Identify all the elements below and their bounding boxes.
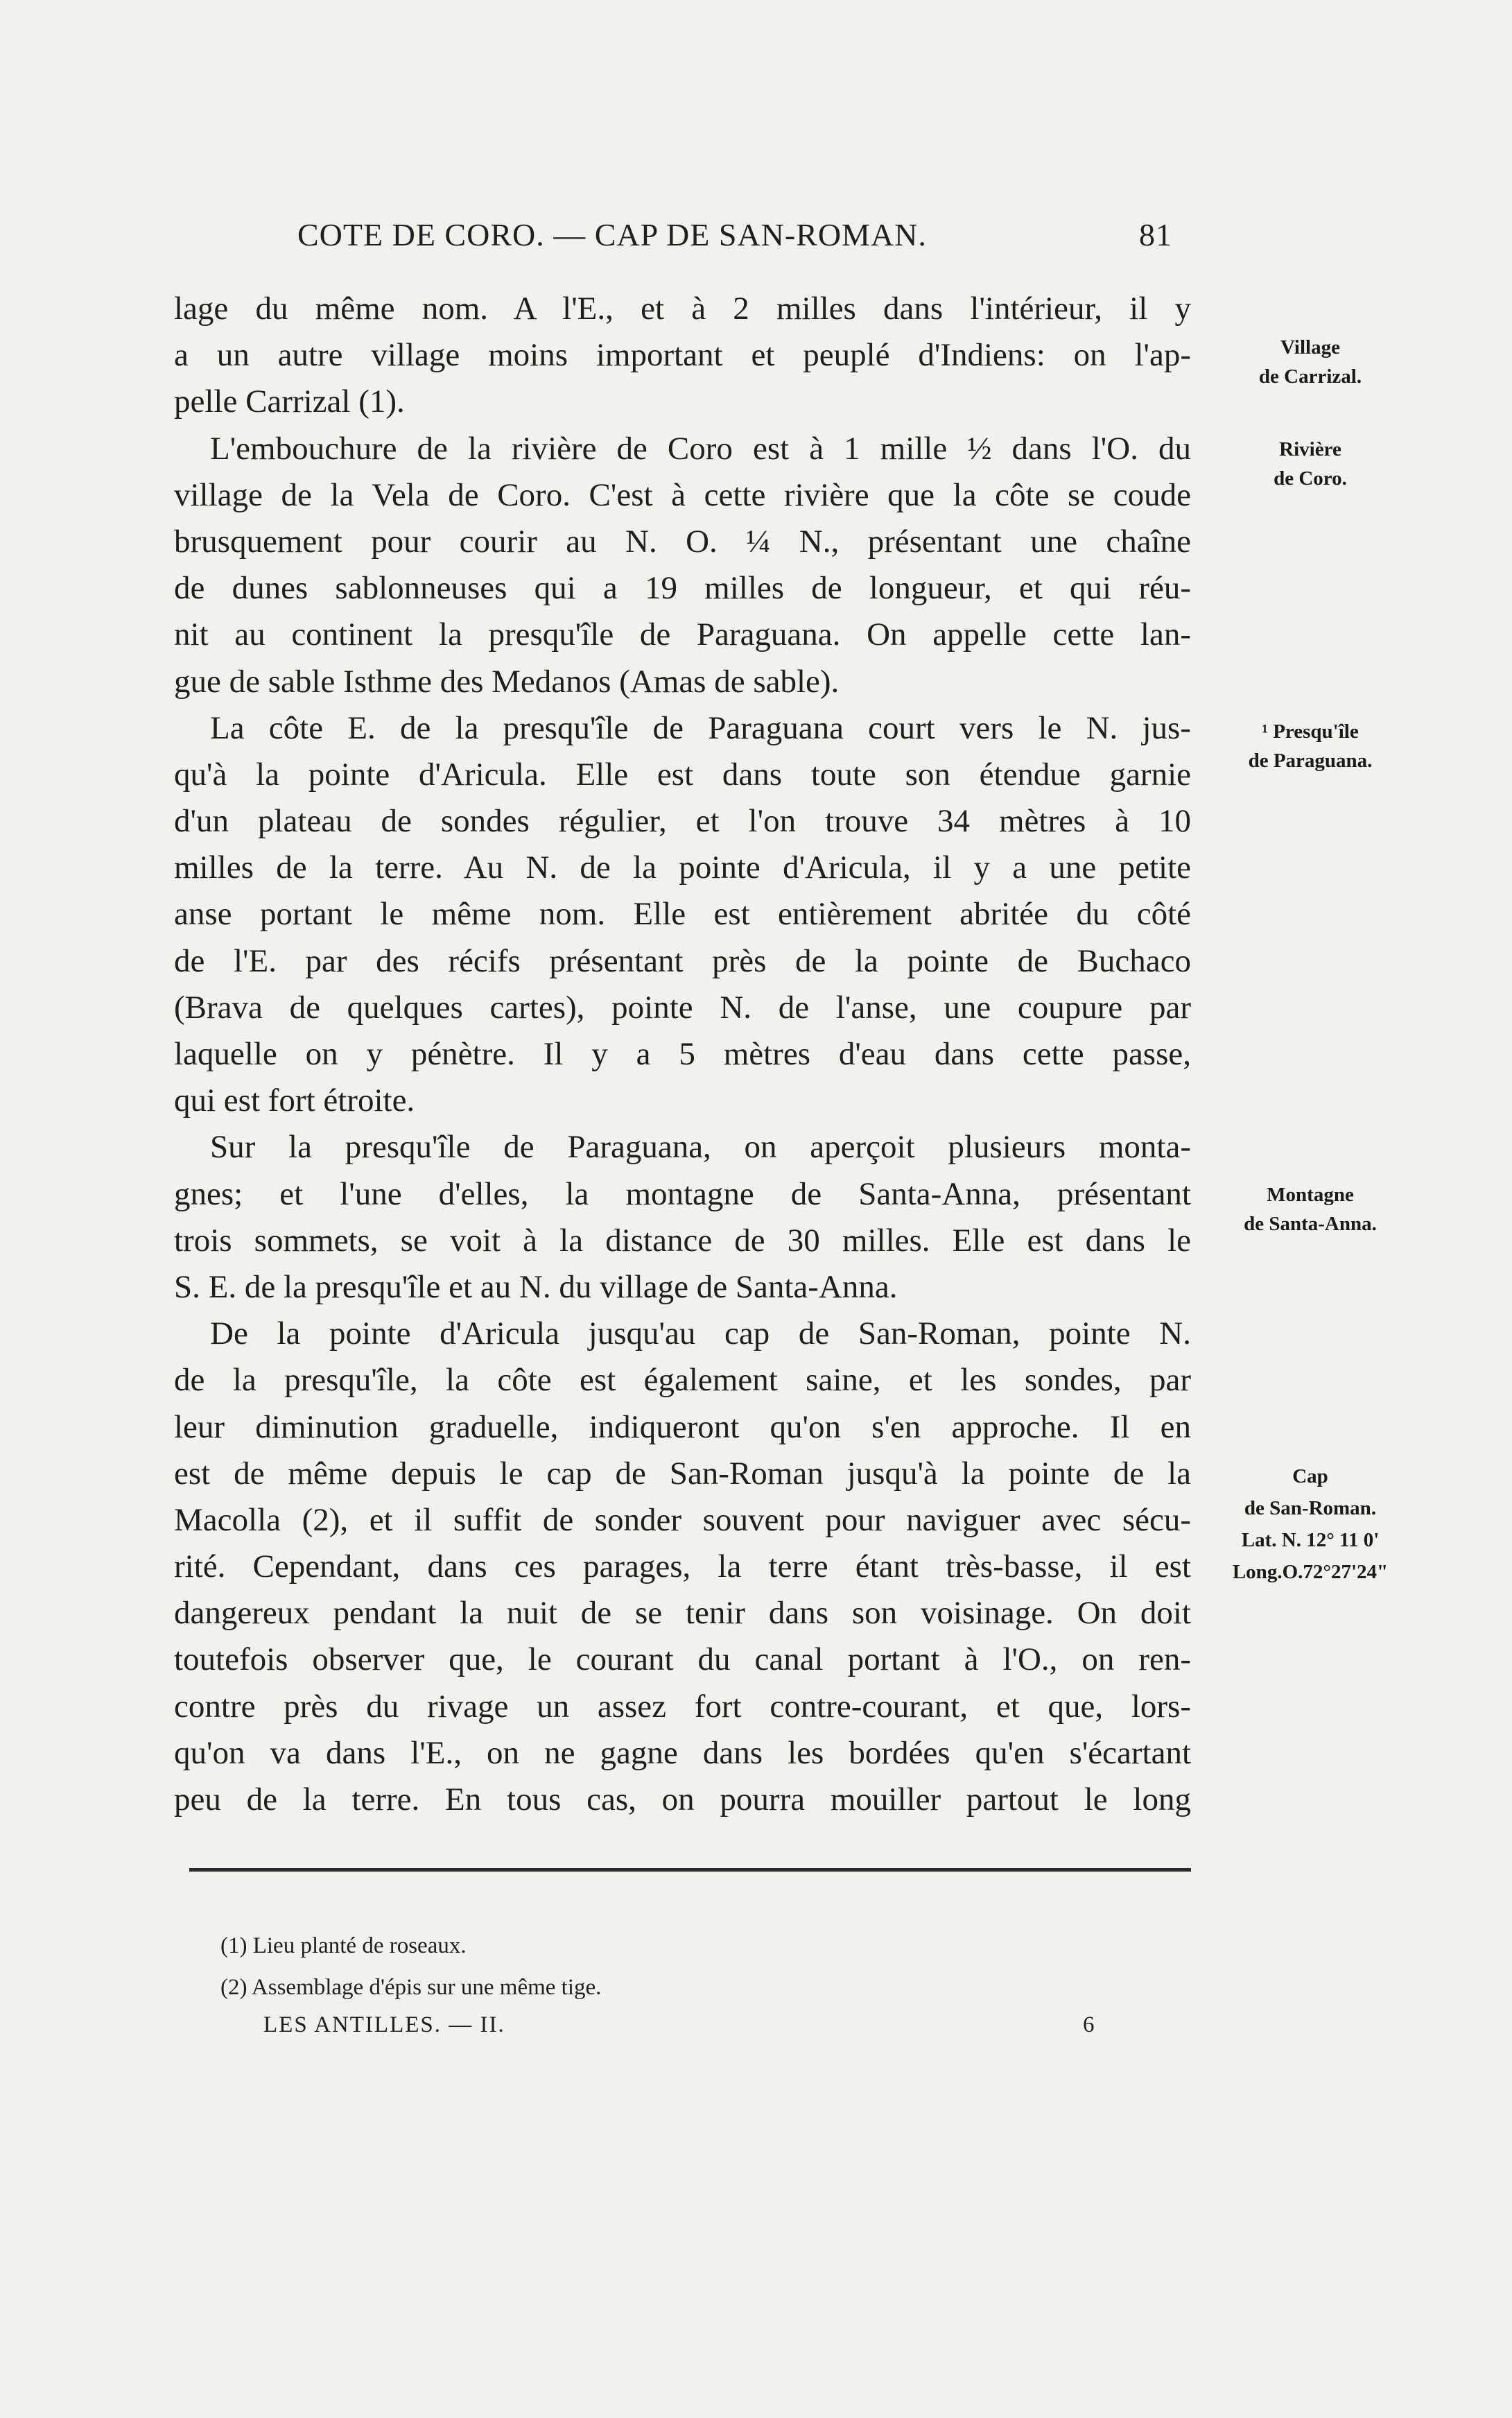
text-line: anse portant le même nom. Elle est entièrement abritée du côté	[174, 896, 1191, 933]
text-line: qu'à la pointe d'Aricula. Elle est dans toute son étendue garnie	[174, 756, 1191, 793]
text-line: toutefois observer que, le courant du canal portant à l'O., on ren-	[174, 1641, 1191, 1678]
text-line: gue de sable Isthme des Medanos (Amas de sable).	[174, 663, 840, 700]
note-line: Lat. N. 12° 11 0'	[1241, 1529, 1380, 1551]
page-number: 81	[1139, 217, 1172, 252]
note-line: de Santa-Anna.	[1244, 1213, 1377, 1235]
text-line: nit au continent la presqu'île de Paraguana. On appelle cette lan-	[174, 616, 1191, 653]
margin-note-riviere-coro	[1206, 435, 1414, 493]
note-line: Rivière	[1279, 438, 1341, 460]
text-line: qu'on va dans l'E., on ne gagne dans les bordées qu'en s'écartant	[174, 1734, 1191, 1771]
note-line: Montagne	[1267, 1184, 1354, 1206]
running-title: COTE DE CORO. — CAP DE SAN-ROMAN.	[297, 217, 927, 252]
footnote-rule	[189, 1868, 1191, 1872]
note-line: Cap	[1292, 1465, 1328, 1487]
note-line: Village	[1280, 336, 1340, 359]
text-line: laquelle on y pénètre. Il y a 5 mètres d'eau dans cette passe,	[174, 1036, 1191, 1072]
sheet-number: 6	[1083, 2012, 1095, 2037]
text-line: contre près du rivage un assez fort contre-courant, et que, lors-	[174, 1688, 1191, 1725]
text-line: lage du même nom. A l'E., et à 2 milles dans l'intérieur, il y	[174, 291, 1191, 327]
signature-mark: LES ANTILLES. — II.	[263, 2012, 505, 2037]
text-line: de dunes sablonneuses qui a 19 milles de longueur, et qui réu-	[174, 570, 1191, 607]
text-line: (Brava de quelques cartes), pointe N. de l'anse, une coupure par	[174, 989, 1191, 1026]
text-line: dangereux pendant la nuit de se tenir dans son voisinage. On doit	[174, 1595, 1191, 1632]
margin-note-presquile-paraguana	[1206, 717, 1414, 775]
footnote-2: (2) Assemblage d'épis sur une même tige.	[220, 1975, 602, 2000]
text-line: De la pointe d'Aricula jusqu'au cap de San-Roman, pointe N.	[210, 1315, 1191, 1352]
text-line: qui est fort étroite.	[174, 1082, 415, 1119]
text-line: est de même depuis le cap de San-Roman jusqu'à la pointe de la	[174, 1455, 1191, 1492]
text-line: Sur la presqu'île de Paraguana, on aperçoit plusieurs monta-	[210, 1129, 1191, 1166]
text-line: leur diminution graduelle, indiqueront qu'on s'en approche. Il en	[174, 1408, 1191, 1445]
text-line: S. E. de la presqu'île et au N. du village de Santa-Anna.	[174, 1268, 898, 1305]
text-line: d'un plateau de sondes régulier, et l'on trouve 34 mètres à 10	[174, 803, 1191, 840]
text-line: village de la Vela de Coro. C'est à cette rivière que la côte se coude	[174, 476, 1191, 513]
body-text	[174, 286, 1191, 1823]
text-line: L'embouchure de la rivière de Coro est à 1 mille ½ dans l'O. du	[210, 430, 1191, 467]
note-line: de Carrizal.	[1258, 365, 1362, 388]
note-line: de Coro.	[1274, 467, 1347, 490]
text-line: peu de la terre. En tous cas, on pourra mouiller partout le long	[174, 1781, 1191, 1817]
running-header	[297, 216, 1172, 262]
text-line: a un autre village moins important et peuplé d'Indiens: on l'ap-	[174, 337, 1191, 374]
text-line: de la presqu'île, la côte est également saine, et les sondes, par	[174, 1362, 1191, 1399]
note-line: de San-Roman.	[1244, 1497, 1377, 1519]
margin-note-montagne-santa-anna	[1206, 1180, 1414, 1238]
text-line: rité. Cependant, dans ces parages, la terre étant très-basse, il est	[174, 1548, 1191, 1585]
margin-note-cap-san-roman	[1206, 1460, 1414, 1588]
note-line: de Paraguana.	[1248, 750, 1373, 772]
text-line: de l'E. par des récifs présentant près de la pointe de Buchaco	[174, 942, 1191, 979]
text-line: pelle Carrizal (1).	[174, 383, 405, 420]
text-line: Macolla (2), et il suffit de sonder souvent pour naviguer avec sécu-	[174, 1501, 1191, 1538]
text-line: trois sommets, se voit à la distance de 30 milles. Elle est dans le	[174, 1222, 1191, 1259]
text-line: milles de la terre. Au N. de la pointe d'Aricula, il y a une petite	[174, 849, 1191, 886]
text-line: gnes; et l'une d'elles, la montagne de Santa-Anna, présentant	[174, 1175, 1191, 1212]
text-line: La côte E. de la presqu'île de Paraguana court vers le N. jus-	[210, 709, 1191, 746]
note-line: ¹ Presqu'île	[1262, 720, 1359, 743]
text-line: brusquement pour courir au N. O. ¼ N., présentant une chaîne	[174, 523, 1191, 560]
margin-note-village-carrizal	[1206, 333, 1414, 391]
note-line: Long.O.72°27'24"	[1232, 1561, 1389, 1583]
footnote-1: (1) Lieu planté de roseaux.	[220, 1933, 467, 1958]
